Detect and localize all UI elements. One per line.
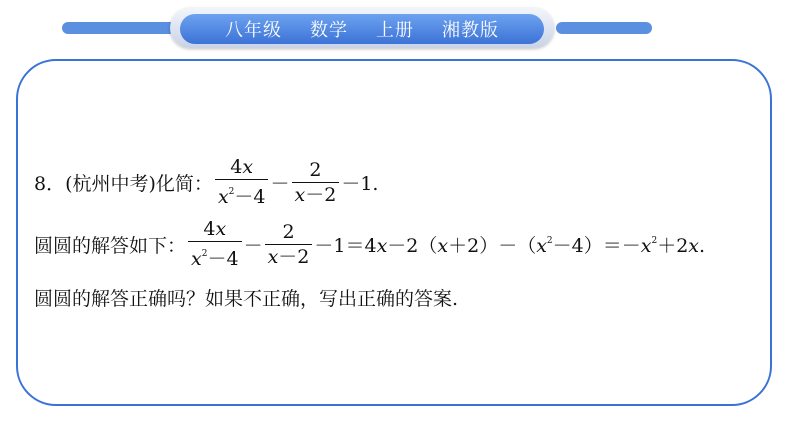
header-volume: 上册: [376, 20, 414, 41]
problem-number: 8．: [34, 172, 66, 195]
header-edition: 湘教版: [442, 20, 499, 41]
answer-fraction-b: $\frac{2}{x-2}$: [265, 221, 313, 268]
answer-line: 圆圆的解答如下： $\frac{4x}{x^2-4}$ － $\frac{2}{x-2}$ $-1=4x-2(x+2)-(x^2-4)=-x^2+2x$.: [34, 218, 706, 270]
question-line: [34, 284, 458, 311]
answer-lead: 圆圆的解答如下：: [34, 234, 187, 257]
problem-prompt: 化简：: [155, 172, 213, 195]
header-title: [180, 14, 544, 44]
answer-fraction-a: $\frac{4x}{x^2-4}$: [188, 218, 242, 270]
header-bar-right: [556, 22, 652, 34]
header-bar-left: [62, 22, 178, 34]
answer-expression: $-1=4x-2(x+2)-(x^2-4)=-x^2+2x$.: [314, 234, 706, 257]
fraction-a: $\frac{4x}{x^2-4}$: [215, 156, 269, 208]
header-subject: 数学: [310, 20, 348, 41]
fraction-b: $\frac{2}{x-2}$: [292, 159, 340, 206]
problem-source: (杭州中考): [65, 172, 156, 195]
minus-sign: －: [270, 172, 290, 195]
header-grade: 八年级: [225, 20, 282, 41]
question-text: 圆圆的解答正确吗？如果不正确，写出正确的答案.: [34, 288, 459, 310]
problem-line: [34, 156, 378, 208]
problem-tail: －1.: [341, 172, 379, 195]
